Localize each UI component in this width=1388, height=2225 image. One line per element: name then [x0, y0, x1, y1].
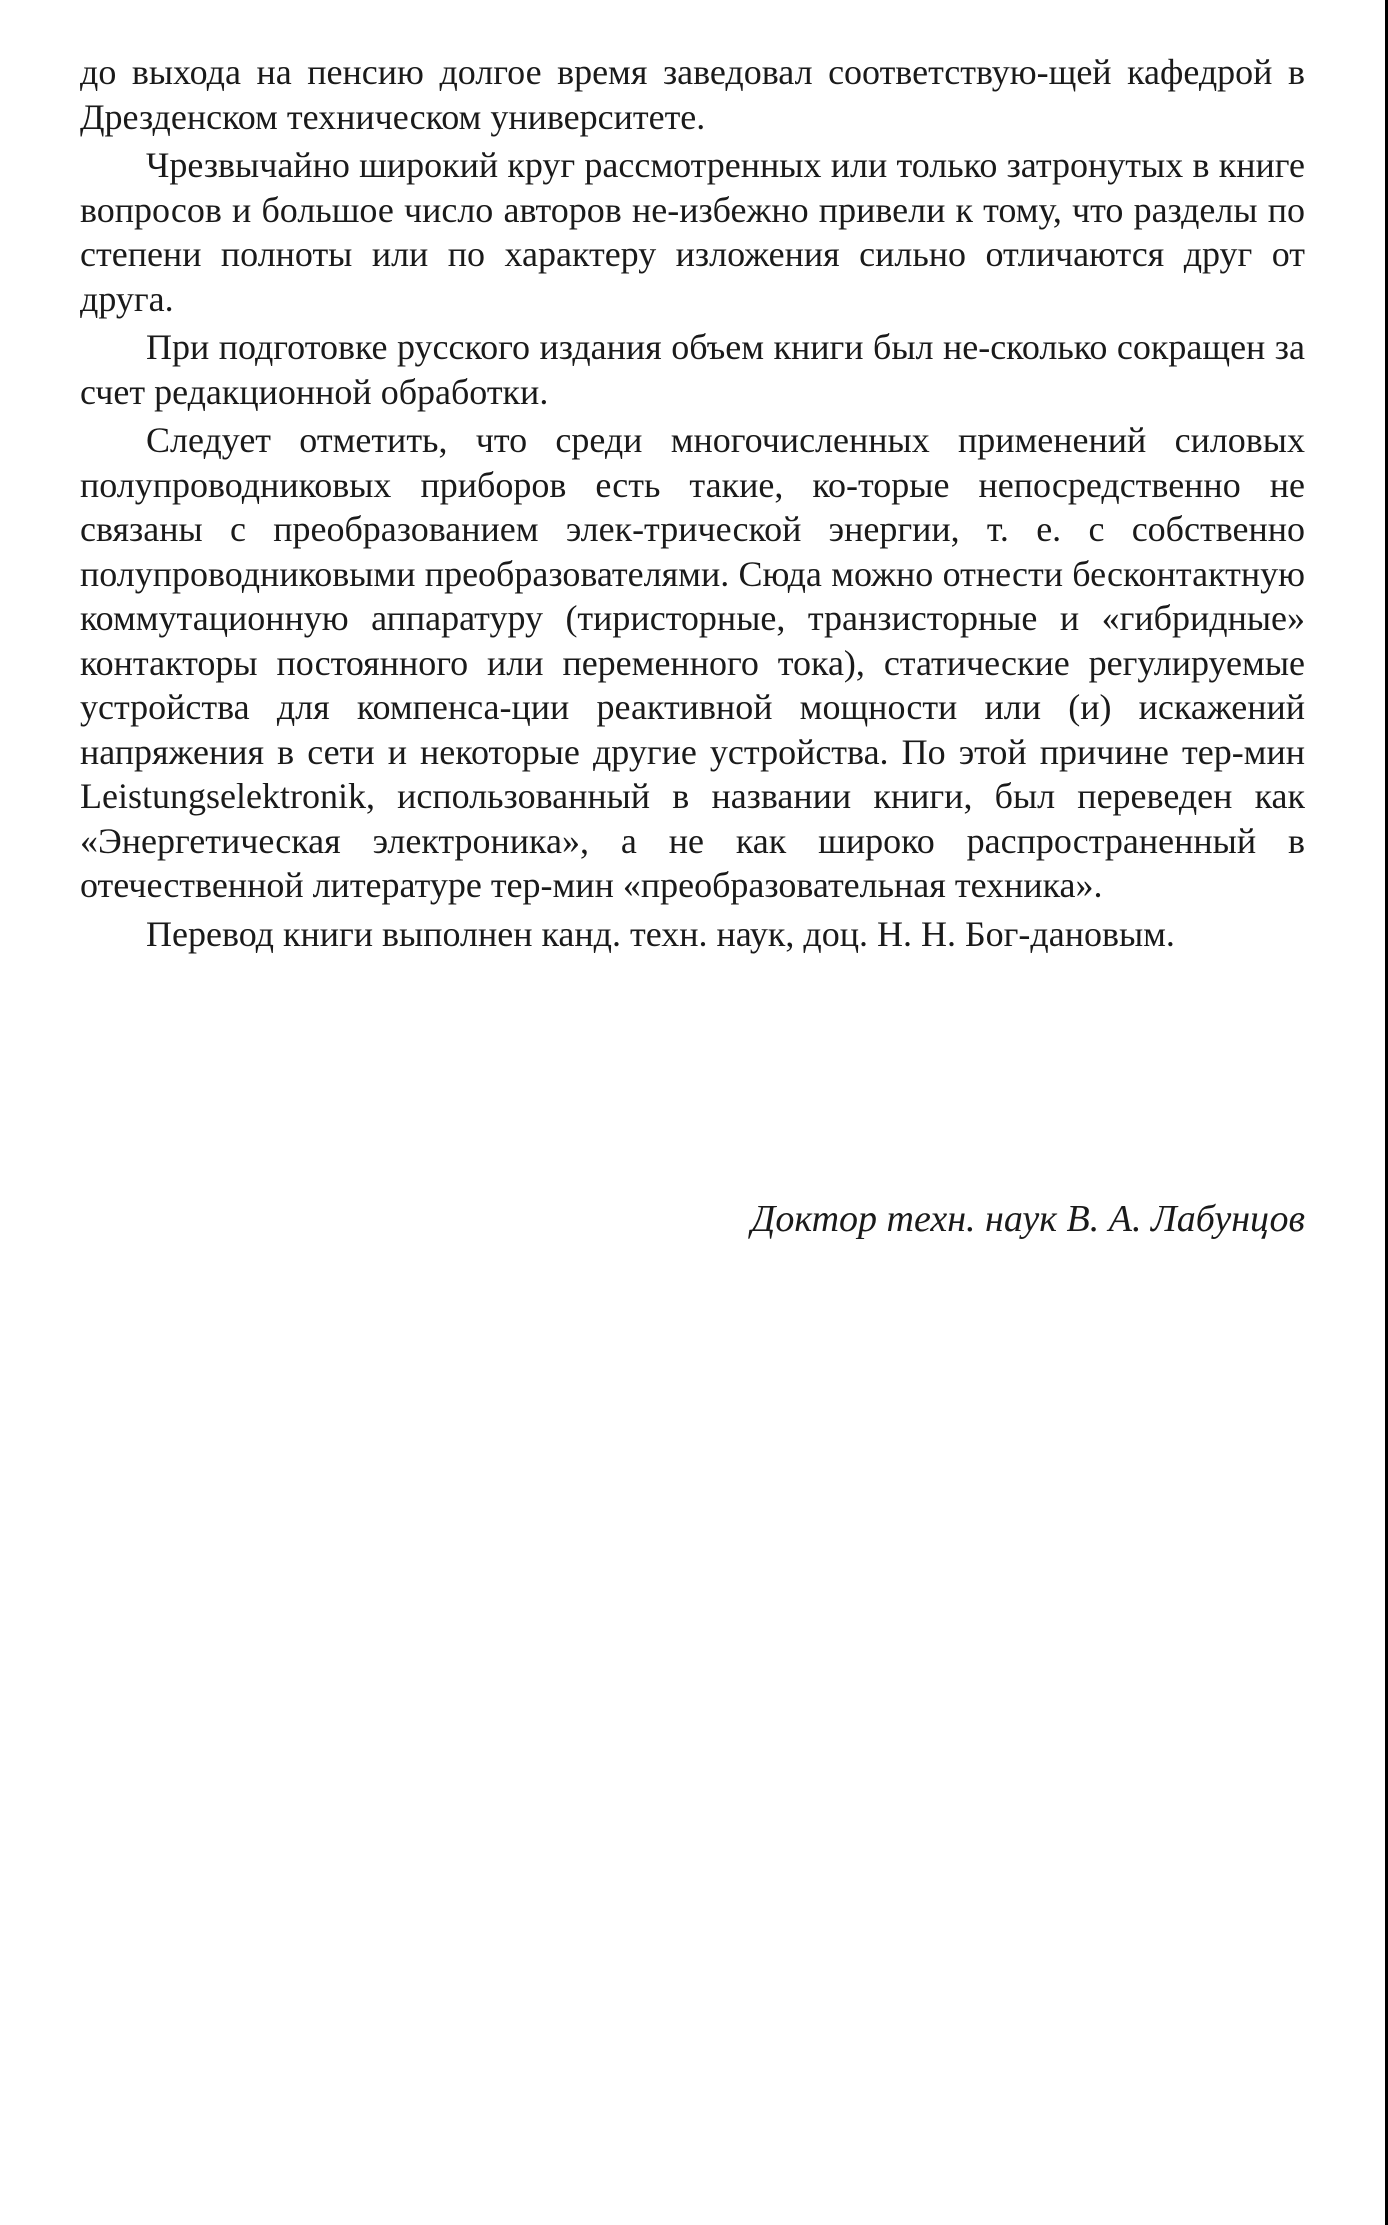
- paragraph-scope: Чрезвычайно широкий круг рассмотренных или только затронутых в книге вопросов и большое число авторов не-избежно привели к тому, что разделы по степени полноты или по характеру изложения сильно отличаются друг от друга.: [80, 145, 1305, 319]
- paragraph-continuation: до выхода на пенсию долгое время заведовал соответствую-щей кафедрой в Дрезденском техническом университете.: [80, 52, 1305, 137]
- preface-text: [80, 50, 1305, 960]
- paragraph-translator: Перевод книги выполнен канд. техн. наук, доц. Н. Н. Бог-дановым.: [146, 913, 1175, 954]
- paragraph-russian-edition: При подготовке русского издания объем книги был не-сколько сокращен за счет редакционной обработки.: [80, 327, 1305, 412]
- paragraph-terminology: Следует отметить, что среди многочисленных применений силовых полупроводниковых приборов есть такие, ко-торые непосредственно не связаны с преобразованием элек-трической энергии, т. е. с собственно полупроводниковыми преобразователями. Сюда можно отнести бесконтактную коммутационную аппаратуру (тиристорные, транзисторные и «гибридные» контакторы постоянного или переменного тока), статические регулируемые устройства для компенса-ции реактивной мощности или (и) искажений напряжения в сети и некоторые другие устройства. По этой причине тер-мин Leistungselektronik, использованный в названии книги, был переведен как «Энергетическая электроника», а не как широко распространенный в отечественной литературе тер-мин «преобразовательная техника».: [80, 420, 1305, 905]
- editor-signature: Доктор техн. наук В. А. Лабунцов: [751, 1198, 1305, 1240]
